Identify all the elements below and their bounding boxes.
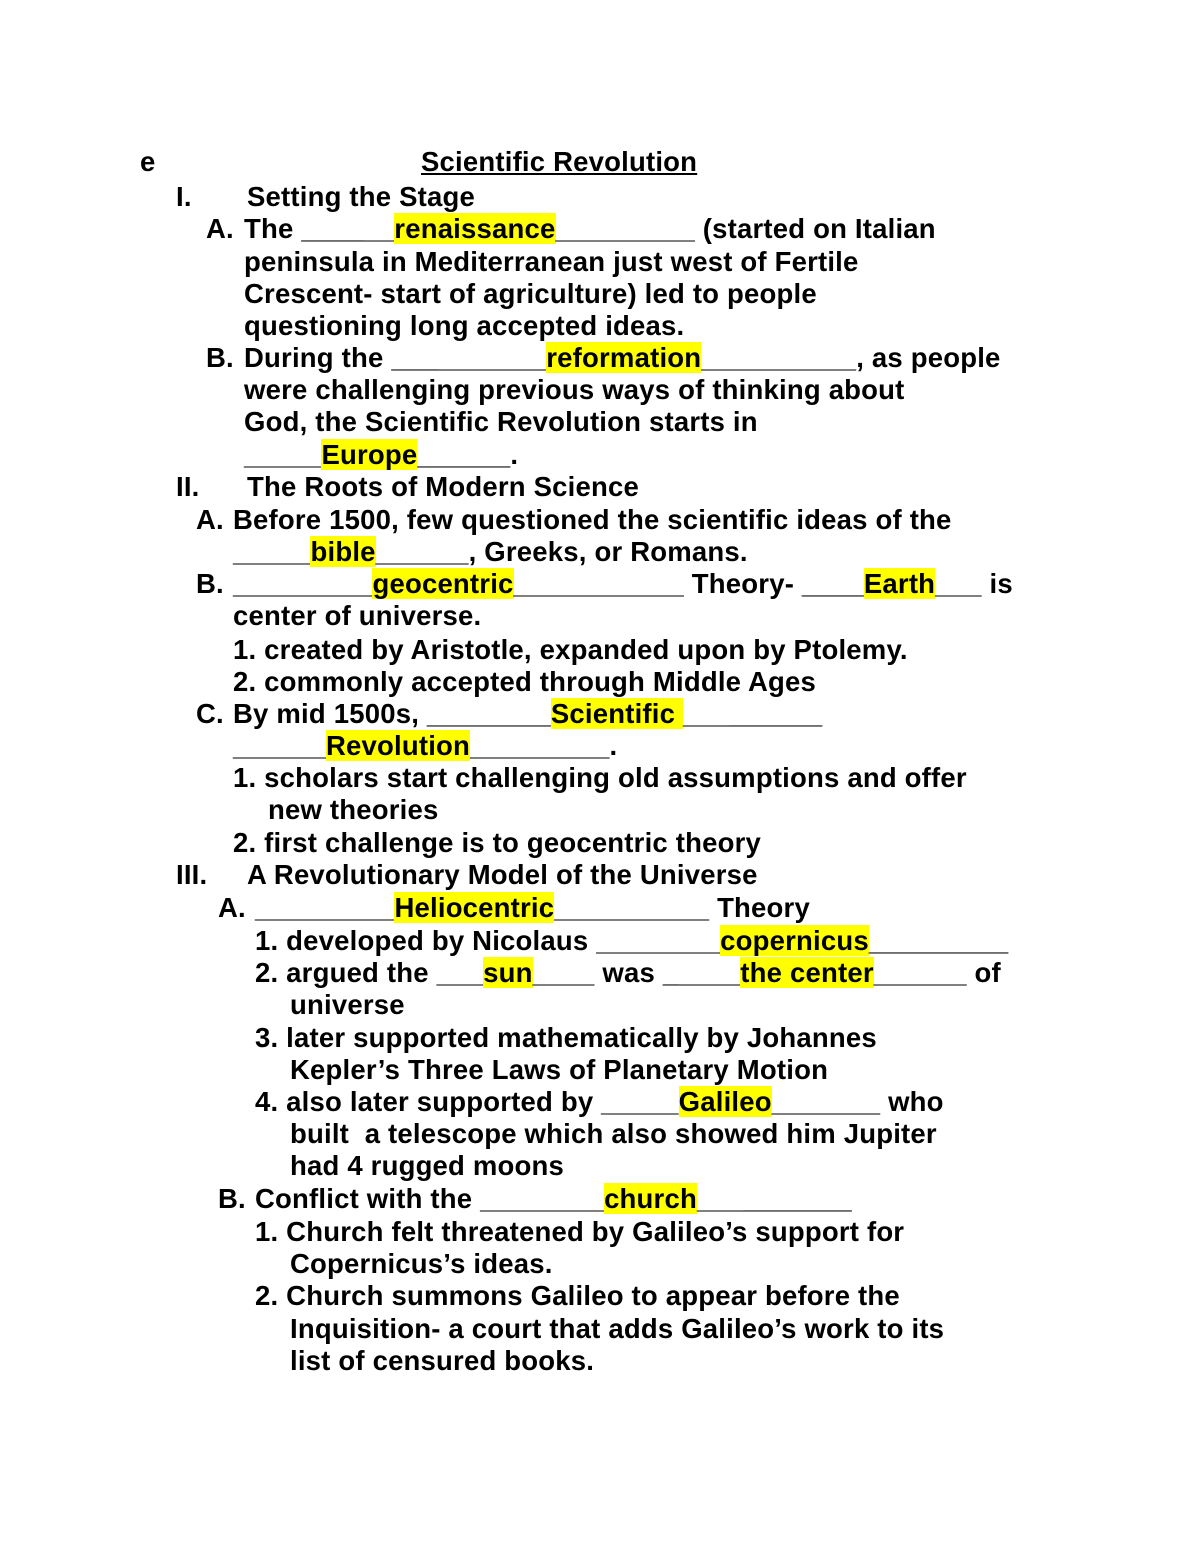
answer-church: church [604,1183,697,1214]
section-3-a-item-3-cont: Kepler’s Three Laws of Planetary Motion [290,1054,829,1085]
section-3-a-item-3: 3. later supported mathematically by Johannes [255,1022,877,1053]
section-1-a-line-2: peninsula in Mediterranean just west of Fertile [244,246,859,277]
answer-scientific: Scientific [550,698,683,729]
answer-reformation: reformation [546,342,702,373]
section-1-a-line-3: Crescent- start of agriculture) led to people [244,278,817,309]
answer-bible: bible [310,536,376,567]
section-2-heading: The Roots of Modern Science [247,471,639,502]
section-3-b-item-2-cont-2: list of censured books. [290,1345,595,1376]
section-3-a-item-1: 1. developed by Nicolaus ________copernicus_________ [255,925,1009,956]
section-3-a-item-4: 4. also later supported by _____Galileo_______ who [255,1086,944,1117]
section-1-b-marker: B. [206,342,234,373]
answer-heliocentric: Heliocentric [394,892,555,923]
answer-the-center: the center [740,957,874,988]
section-2-c-item-1-cont: new theories [268,794,439,825]
section-3-b-item-2: 2. Church summons Galileo to appear before the [255,1280,900,1311]
section-1-a-marker: A. [206,213,234,244]
section-3-a-item-4-cont-2: had 4 rugged moons [290,1150,565,1181]
answer-renaissance: renaissance [394,213,556,244]
section-1-b-line-4: _____Europe______. [244,439,519,470]
section-1-a-line-4: questioning long accepted ideas. [244,310,685,341]
section-1-b-line-1: During the __________reformation__________, as people [244,342,1001,373]
section-2-a-marker: A. [196,504,224,535]
answer-geocentric: geocentric [372,568,514,599]
section-3-a-item-2: 2. argued the ___sun____ was _____the center______ of [255,957,1001,988]
section-2-marker: II. [176,471,200,502]
section-3-a-item-4-cont-1: built a telescope which also showed him Jupiter [290,1118,937,1149]
section-2-b-marker: B. [196,568,224,599]
section-2-b-item-2: 2. commonly accepted through Middle Ages [233,666,817,697]
section-2-c-line-1: By mid 1500s, ________Scientific _________ [233,698,823,729]
page-title: Scientific Revolution [421,146,698,177]
section-2-b-line-1: _________geocentric___________ Theory- ____Earth___ is [233,568,1013,599]
section-2-b-item-1: 1. created by Aristotle, expanded upon by Ptolemy. [233,634,908,665]
section-3-b-item-2-cont-1: Inquisition- a court that adds Galileo’s work to its [290,1313,945,1344]
section-1-b-line-3: God, the Scientific Revolution starts in [244,406,758,437]
corner-letter: e [140,146,156,177]
section-3-b-marker: B. [218,1183,246,1214]
section-2-c-line-2: ______Revolution_________. [233,730,618,761]
section-3-b-item-1: 1. Church felt threatened by Galileo’s support for [255,1216,905,1247]
section-3-a-item-2-cont: universe [290,989,405,1020]
section-3-a-line-1: _________Heliocentric__________ Theory [255,892,810,923]
section-1-heading: Setting the Stage [247,181,476,212]
section-2-b-line-2: center of universe. [233,600,482,631]
section-3-b-item-1-cont: Copernicus’s ideas. [290,1248,553,1279]
section-2-c-marker: C. [196,698,224,729]
section-3-a-marker: A. [218,892,246,923]
answer-galileo: Galileo [678,1086,772,1117]
section-2-c-item-1: 1. scholars start challenging old assumptions and offer [233,762,967,793]
answer-copernicus: copernicus [720,925,869,956]
answer-revolution: Revolution [325,730,471,761]
answer-earth: Earth [863,568,936,599]
section-2-a-line-1: Before 1500, few questioned the scientific ideas of the [233,504,952,535]
section-1-a-line-1: The ______renaissance_________ (started on Italian [244,213,936,244]
section-1-marker: I. [176,181,192,212]
section-2-a-line-2: _____bible______, Greeks, or Romans. [233,536,748,567]
section-3-b-line-1: Conflict with the ________church__________ [255,1183,852,1214]
answer-europe: Europe [321,439,418,470]
section-3-marker: III. [176,859,208,890]
section-1-b-line-2: were challenging previous ways of thinking about [244,374,905,405]
section-3-heading: A Revolutionary Model of the Universe [247,859,758,890]
section-2-c-item-2: 2. first challenge is to geocentric theory [233,827,761,858]
answer-sun: sun [483,957,533,988]
